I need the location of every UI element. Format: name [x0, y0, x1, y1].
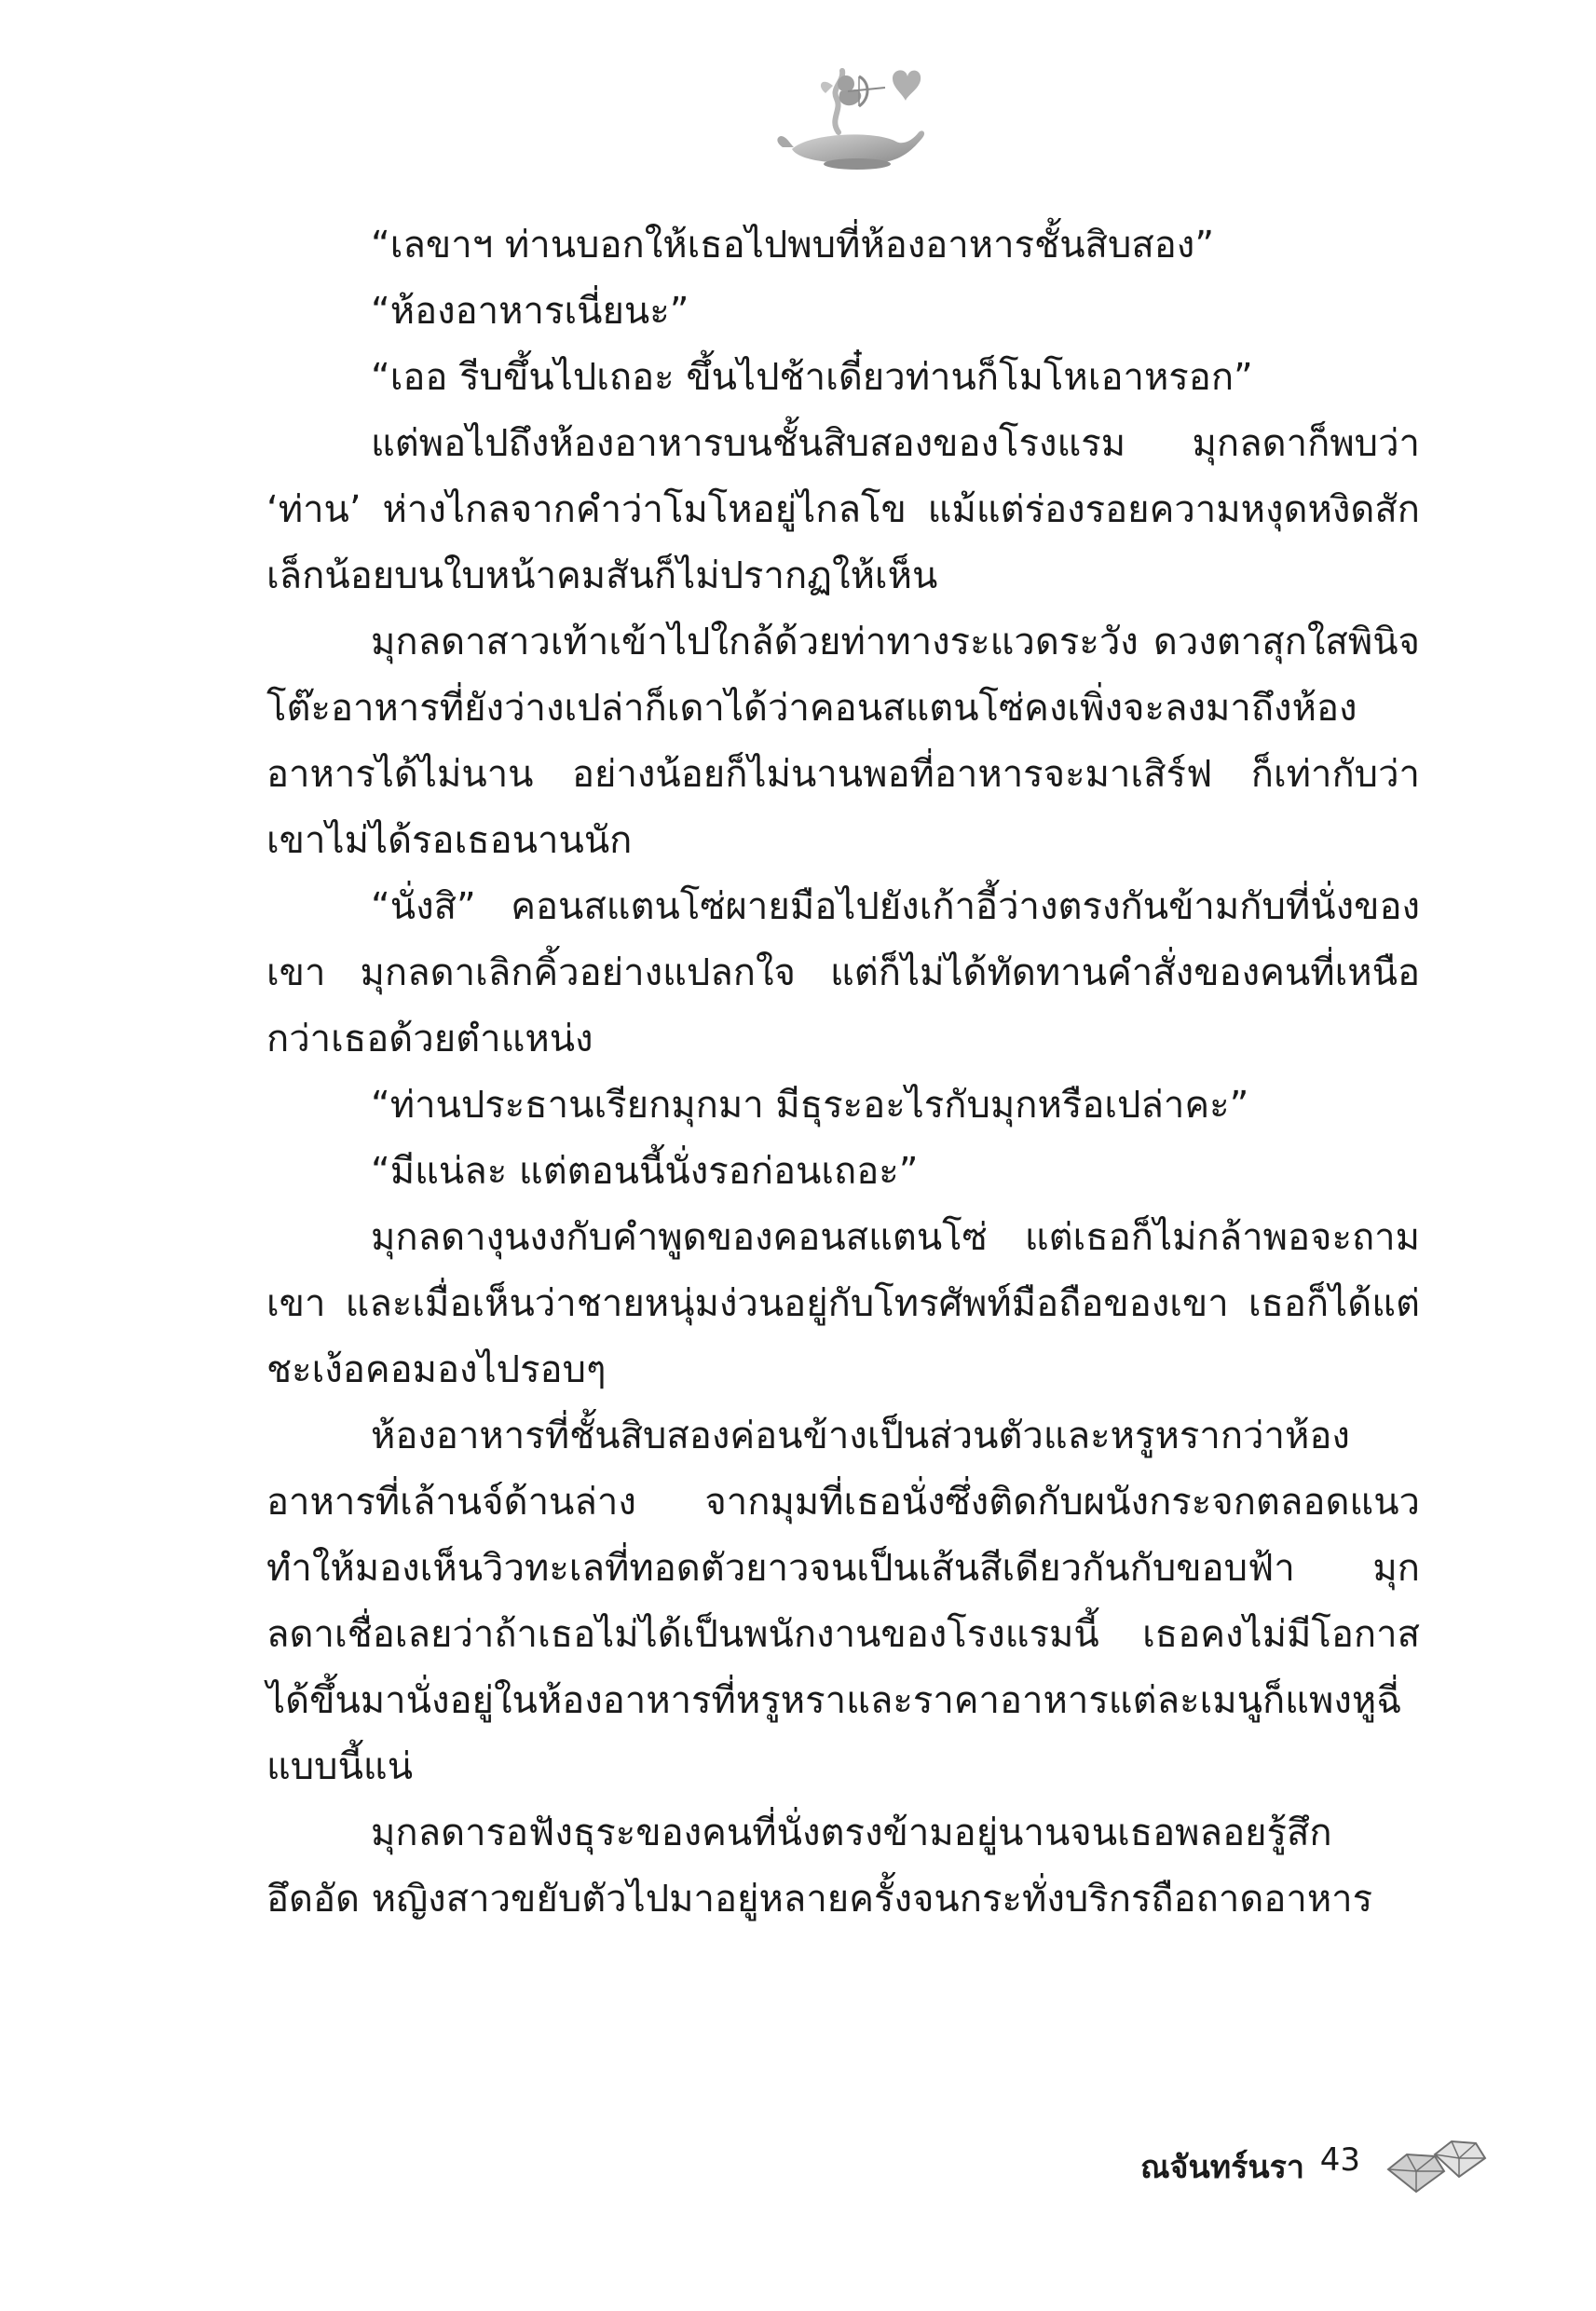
paragraph: “นั่งสิ” คอนสแตนโซ่ผายมือไปยังเก้าอี้ว่างตรงกันข้ามกับที่นั่งของเขา มุกลดาเลิกคิ้วอย่างแปลกใจ แต่ก็ไม่ได้ทัดทานคำสั่งของคนที่เหนือกว่าเธอด้วยตำแหน่ง [266, 885, 1420, 1060]
paragraph: “มีแน่ละ แต่ตอนนี้นั่งรอก่อนเถอะ” [371, 1150, 919, 1193]
story-text [266, 212, 1420, 1933]
cupid-teapot-icon [773, 58, 932, 174]
paragraph: แต่พอไปถึงห้องอาหารบนชั้นสิบสองของโรงแรม มุกลดาก็พบว่า ‘ท่าน’ ห่างไกลจากคำว่าโมโหอยู่ไกลโข แม้แต่ร่องรอยความหงุดหงิดสักเล็กน้อยบนใบหน้าคมสันก็ไม่ปรากฏให้เห็น [266, 422, 1420, 597]
page-footer [1099, 2134, 1500, 2199]
paragraph: “เออ รีบขึ้นไปเถอะ ขึ้นไปช้าเดี๋ยวท่านก็โมโหเอาหรอก” [371, 356, 1253, 399]
paragraph: “ท่านประธานเรียกมุกมา มีธุระอะไรกับมุกหรือเปล่าคะ” [371, 1084, 1249, 1127]
paragraph: มุกลดางุนงงกับคำพูดของคอนสแตนโซ่ แต่เธอก็ไม่กล้าพอจะถามเขา และเมื่อเห็นว่าชายหนุ่มง่วนอยู่กับโทรศัพท์มือถือของเขา เธอก็ได้แต่ชะเง้อคอมองไปรอบๆ [266, 1216, 1420, 1391]
page-number: 43 [1319, 2141, 1360, 2179]
paragraph: “ห้องอาหารเนี่ยนะ” [371, 290, 689, 333]
paragraph: “เลขาฯ ท่านบอกให้เธอไปพบที่ห้องอาหารชั้นสิบสอง” [371, 224, 1215, 267]
paragraph: มุกลดาสาวเท้าเข้าไปใกล้ด้วยท่าทางระแวดระวัง ดวงตาสุกใสพินิจโต๊ะอาหารที่ยังว่างเปล่าก็เดาได้ว่าคอนสแตนโซ่คงเพิ่งจะลงมาถึงห้องอาหารได้ไม่นาน อย่างน้อยก็ไม่นานพอที่อาหารจะมาเสิร์ฟ ก็เท่ากับว่าเขาไม่ได้รอเธอนานนัก [266, 621, 1420, 862]
diamond-icon [1379, 2134, 1500, 2199]
author-name: ณจันทร์นรา [1140, 2149, 1304, 2186]
paragraph: มุกลดารอฟังธุระของคนที่นั่งตรงข้ามอยู่นานจนเธอพลอยรู้สึกอึดอัด หญิงสาวขยับตัวไปมาอยู่หลายครั้งจนกระทั่งบริกรถือถาดอาหาร [266, 1812, 1373, 1921]
paragraph: ห้องอาหารที่ชั้นสิบสองค่อนข้างเป็นส่วนตัวและหรูหรากว่าห้องอาหารที่เล้านจ์ด้านล่าง จากมุมที่เธอนั่งซึ่งติดกับผนังกระจกตลอดแนว ทำให้มองเห็นวิวทะเลที่ทอดตัวยาวจนเป็นเส้นสีเดียวกันกับขอบฟ้า มุกลดาเชื่อเลยว่าถ้าเธอไม่ได้เป็นพนักงานของโรงแรมนี้ เธอคงไม่มีโอกาสได้ขึ้นมานั่งอยู่ในห้องอาหารที่หรูหราและราคาอาหารแต่ละเมนูก็แพงหูฉี่แบบนี้แน่ [266, 1415, 1420, 1788]
